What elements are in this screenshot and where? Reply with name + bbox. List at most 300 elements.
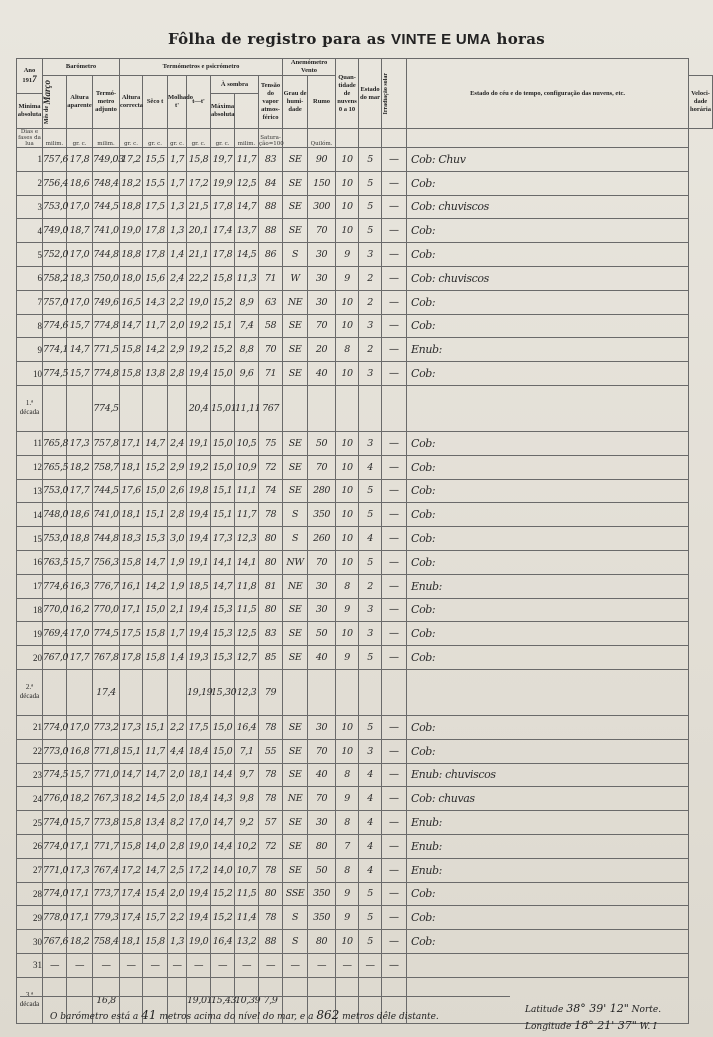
- cell-mx: 15,2: [211, 290, 235, 314]
- cell-mn: 19,4: [187, 906, 211, 930]
- day-number: 2: [17, 171, 43, 195]
- cell-te: 8,9: [235, 290, 259, 314]
- cell-t: 18,8: [67, 527, 93, 551]
- cell-e: 3: [359, 362, 382, 386]
- cell-s: 16,1: [120, 574, 143, 598]
- cell-te: 11,4: [235, 906, 259, 930]
- coordinates: [525, 1001, 661, 1035]
- cell-mn: —: [187, 953, 211, 977]
- cell-df: 2,9: [168, 338, 187, 362]
- cell-te: 11,7: [235, 503, 259, 527]
- cell-i: —: [382, 148, 407, 172]
- cell-s: 17,6: [120, 479, 143, 503]
- cell-v: 50: [308, 622, 336, 646]
- cell-q: 10: [336, 362, 359, 386]
- cell-t: 17,3: [67, 431, 93, 455]
- longitude: Longitude 18° 21' 37" W. I: [525, 1019, 657, 1032]
- cell-g: 88: [259, 930, 283, 954]
- cell-mn: 17,2: [187, 858, 211, 882]
- cell-q: 9: [336, 243, 359, 267]
- cell-mx: 17,8: [211, 195, 235, 219]
- cell-s: 18,1: [120, 455, 143, 479]
- cell-c: 744,8: [93, 527, 120, 551]
- cell-q: 9: [336, 646, 359, 670]
- day-row: [17, 550, 713, 574]
- distance-value: 862: [316, 1008, 340, 1022]
- day-number: 23: [17, 763, 43, 787]
- cell-te: 9,6: [235, 362, 259, 386]
- cell-mx: 14,4: [211, 834, 235, 858]
- cell-s: 16,5: [120, 290, 143, 314]
- day-number: 21: [17, 715, 43, 739]
- cell-g: 55: [259, 739, 283, 763]
- day-number: 3: [17, 195, 43, 219]
- tension-header: Tensão do vapor atmos-férico: [259, 76, 283, 129]
- cell-i: —: [382, 455, 407, 479]
- cell-i: —: [382, 787, 407, 811]
- cell-m: 15,6: [143, 266, 168, 290]
- humidity-header: Grau de humi-dade: [283, 76, 308, 129]
- cell-mn: 21,1: [187, 243, 211, 267]
- cell-t: 17,0: [67, 715, 93, 739]
- cell-mn: 18,5: [187, 574, 211, 598]
- cell-a: 763,5: [43, 550, 67, 574]
- cell-g: 85: [259, 646, 283, 670]
- cell-i: —: [382, 503, 407, 527]
- cell-q: 10: [336, 171, 359, 195]
- cell-df: 1,7: [168, 622, 187, 646]
- cell-v: 80: [308, 930, 336, 954]
- cell-t: 18,3: [67, 266, 93, 290]
- cell-e: 4: [359, 858, 382, 882]
- cell-r: NE: [283, 574, 308, 598]
- cell-q: 10: [336, 739, 359, 763]
- cell-df: 4,4: [168, 739, 187, 763]
- sky-observation: Cob:: [407, 646, 689, 670]
- cell-r: SE: [283, 148, 308, 172]
- decade-empty-cell: [43, 669, 67, 715]
- sky-observation: Cob:: [407, 550, 689, 574]
- cell-s: 15,8: [120, 834, 143, 858]
- cell-e: 5: [359, 479, 382, 503]
- cell-a: 774,1: [43, 338, 67, 362]
- cell-a: 767,6: [43, 930, 67, 954]
- cell-r: S: [283, 906, 308, 930]
- cell-m: 15,3: [143, 527, 168, 551]
- cell-v: 80: [308, 834, 336, 858]
- cell-df: 2,2: [168, 715, 187, 739]
- cell-e: 5: [359, 882, 382, 906]
- cell-mn: 20,1: [187, 219, 211, 243]
- cell-df: 2,5: [168, 858, 187, 882]
- cell-mn: 19,1: [187, 431, 211, 455]
- title-hour: VINTE E UMA: [391, 31, 491, 48]
- decade-empty-cell: [308, 385, 336, 431]
- cell-r: S: [283, 527, 308, 551]
- cell-r: NW: [283, 550, 308, 574]
- cell-e: 5: [359, 148, 382, 172]
- day-row: [17, 338, 713, 362]
- cell-c: —: [93, 953, 120, 977]
- cell-t: 17,0: [67, 243, 93, 267]
- cell-e: 5: [359, 930, 382, 954]
- cell-t: 14,7: [67, 338, 93, 362]
- sky-observation: Enub:: [407, 338, 689, 362]
- cell-df: 2,8: [168, 362, 187, 386]
- cell-te: 9,2: [235, 811, 259, 835]
- cell-v: 30: [308, 574, 336, 598]
- cell-a: 771,0: [43, 858, 67, 882]
- cell-a: 753,0: [43, 527, 67, 551]
- cell-v: 70: [308, 314, 336, 338]
- day-number: 26: [17, 834, 43, 858]
- cell-mn: 19,4: [187, 622, 211, 646]
- cell-g: 80: [259, 598, 283, 622]
- cell-q: 10: [336, 219, 359, 243]
- sky-observation: Cob:: [407, 219, 689, 243]
- cell-g: 88: [259, 195, 283, 219]
- cell-mn: 19,8: [187, 479, 211, 503]
- direction-header: Rumo: [308, 76, 336, 129]
- max-header: Máxima absoluta: [211, 94, 235, 129]
- cell-a: 774,5: [43, 362, 67, 386]
- anemometer-header: Anemómetro Vento: [283, 59, 336, 76]
- cell-te: 12,7: [235, 646, 259, 670]
- cell-i: —: [382, 930, 407, 954]
- cell-m: 17,8: [143, 243, 168, 267]
- molhado-header: Molhado t': [168, 76, 187, 129]
- decade-empty-cell: [143, 669, 168, 715]
- cell-s: 18,8: [120, 195, 143, 219]
- cell-v: 30: [308, 811, 336, 835]
- day-number: 7: [17, 290, 43, 314]
- cell-df: 1,7: [168, 171, 187, 195]
- cell-c: 767,4: [93, 858, 120, 882]
- cell-a: 753,0: [43, 195, 67, 219]
- day-row: [17, 148, 713, 172]
- cell-v: 350: [308, 882, 336, 906]
- decade-summary-row: [17, 669, 713, 715]
- cell-g: 78: [259, 858, 283, 882]
- sky-observation: Cob:: [407, 314, 689, 338]
- cell-m: 14,7: [143, 431, 168, 455]
- cell-v: 30: [308, 598, 336, 622]
- cell-m: 11,7: [143, 314, 168, 338]
- cell-i: —: [382, 243, 407, 267]
- sky-observation: Cob:: [407, 906, 689, 930]
- cell-te: 10,7: [235, 858, 259, 882]
- sky-observation: Cob:: [407, 431, 689, 455]
- alt-correcta-header: Altura correcta: [120, 76, 143, 129]
- cell-mn: 19,3: [187, 646, 211, 670]
- decade-mx: 15,30: [211, 669, 235, 715]
- cell-s: 18,3: [120, 527, 143, 551]
- cell-s: 18,2: [120, 787, 143, 811]
- cell-m: 15,5: [143, 171, 168, 195]
- cell-te: —: [235, 953, 259, 977]
- cell-v: 350: [308, 906, 336, 930]
- cell-te: 12,5: [235, 171, 259, 195]
- cell-s: 18,1: [120, 503, 143, 527]
- cell-df: 1,4: [168, 243, 187, 267]
- cell-i: —: [382, 195, 407, 219]
- day-number: 1: [17, 148, 43, 172]
- cell-a: 774,0: [43, 715, 67, 739]
- cell-m: 14,0: [143, 834, 168, 858]
- cell-a: 748,0: [43, 503, 67, 527]
- sky-observation: Enub:: [407, 858, 689, 882]
- cell-m: 15,0: [143, 598, 168, 622]
- cell-r: SE: [283, 598, 308, 622]
- cell-a: 757,0: [43, 290, 67, 314]
- cell-e: 5: [359, 195, 382, 219]
- cell-i: —: [382, 834, 407, 858]
- cell-a: 749,0: [43, 219, 67, 243]
- day-number: 6: [17, 266, 43, 290]
- day-row: [17, 834, 713, 858]
- decade-empty-cell: [407, 669, 689, 715]
- term-adjunto-header: Termó-metro adjunto: [93, 76, 120, 129]
- cell-v: 40: [308, 763, 336, 787]
- cell-i: —: [382, 550, 407, 574]
- cell-i: —: [382, 574, 407, 598]
- cell-c: 750,0: [93, 266, 120, 290]
- cell-mn: 18,1: [187, 763, 211, 787]
- cell-e: 4: [359, 834, 382, 858]
- cell-df: 2,0: [168, 314, 187, 338]
- cell-g: 71: [259, 362, 283, 386]
- day-row: [17, 763, 713, 787]
- cell-te: 9,8: [235, 787, 259, 811]
- cell-t: 18,6: [67, 503, 93, 527]
- day-number: 5: [17, 243, 43, 267]
- cell-q: —: [336, 953, 359, 977]
- day-row: [17, 219, 713, 243]
- cell-q: 9: [336, 598, 359, 622]
- cell-i: —: [382, 290, 407, 314]
- cell-m: 15,7: [143, 906, 168, 930]
- cell-df: 2,0: [168, 882, 187, 906]
- cell-e: 2: [359, 266, 382, 290]
- day-row: [17, 906, 713, 930]
- cell-q: 8: [336, 574, 359, 598]
- decade-empty-cell: [283, 669, 308, 715]
- cell-mx: 15,0: [211, 431, 235, 455]
- cell-c: 774,5: [93, 622, 120, 646]
- decade-g: 767: [259, 385, 283, 431]
- cell-a: 774,0: [43, 882, 67, 906]
- cell-te: 10,5: [235, 431, 259, 455]
- day-row: [17, 811, 713, 835]
- seco-header: Sêco t: [143, 76, 168, 129]
- cell-a: 757,6: [43, 148, 67, 172]
- decade-c: 17,4: [93, 669, 120, 715]
- cell-m: 14,7: [143, 763, 168, 787]
- cell-df: 2,9: [168, 455, 187, 479]
- day-number: 17: [17, 574, 43, 598]
- day-number: 8: [17, 314, 43, 338]
- cell-mx: 15,2: [211, 338, 235, 362]
- cell-g: 63: [259, 290, 283, 314]
- cell-s: 17,4: [120, 882, 143, 906]
- cell-m: 14,3: [143, 290, 168, 314]
- cell-e: 5: [359, 503, 382, 527]
- cell-a: 765,8: [43, 431, 67, 455]
- cell-i: —: [382, 906, 407, 930]
- cell-a: 774,5: [43, 763, 67, 787]
- cell-s: 17,5: [120, 622, 143, 646]
- cell-mn: 19,2: [187, 455, 211, 479]
- cell-te: 11,5: [235, 598, 259, 622]
- cell-v: 90: [308, 148, 336, 172]
- cell-r: SE: [283, 338, 308, 362]
- cell-g: 81: [259, 574, 283, 598]
- cell-r: SE: [283, 811, 308, 835]
- latitude: Latitude 38° 39' 12" Norte.: [525, 1002, 662, 1015]
- cell-q: 10: [336, 314, 359, 338]
- day-row: [17, 953, 713, 977]
- day-number: 31: [17, 953, 43, 977]
- day-row: [17, 362, 713, 386]
- cell-r: W: [283, 266, 308, 290]
- day-number: 28: [17, 882, 43, 906]
- cell-m: 14,2: [143, 338, 168, 362]
- cell-c: 767,3: [93, 787, 120, 811]
- cell-g: 70: [259, 338, 283, 362]
- cell-e: 4: [359, 455, 382, 479]
- cell-t: 15,7: [67, 763, 93, 787]
- cell-r: NE: [283, 290, 308, 314]
- decade-mn: 20,4: [187, 385, 211, 431]
- decade-empty-cell: [67, 669, 93, 715]
- cell-te: 14,7: [235, 195, 259, 219]
- cell-te: 7,1: [235, 739, 259, 763]
- cell-a: 752,0: [43, 243, 67, 267]
- cell-te: 8,8: [235, 338, 259, 362]
- cell-te: 11,3: [235, 266, 259, 290]
- day-row: [17, 431, 713, 455]
- cell-te: 12,3: [235, 527, 259, 551]
- decade-empty-cell: [120, 385, 143, 431]
- cell-c: 757,8: [93, 431, 120, 455]
- cell-q: 10: [336, 527, 359, 551]
- cell-mn: 19,4: [187, 598, 211, 622]
- cell-i: —: [382, 338, 407, 362]
- sky-observation: [407, 953, 689, 977]
- cell-e: 5: [359, 646, 382, 670]
- footer-rule: [20, 996, 510, 997]
- cell-te: 12,5: [235, 622, 259, 646]
- decade-mx: 15,43: [211, 977, 235, 1023]
- cell-e: 3: [359, 739, 382, 763]
- cell-v: 30: [308, 715, 336, 739]
- cell-t: 15,7: [67, 314, 93, 338]
- cell-i: —: [382, 882, 407, 906]
- cell-m: —: [143, 953, 168, 977]
- clouds-header: Quan-tidade de nuvens 0 a 10: [336, 59, 359, 129]
- cell-m: 15,8: [143, 930, 168, 954]
- cell-i: —: [382, 219, 407, 243]
- cell-a: 770,0: [43, 598, 67, 622]
- cell-g: 75: [259, 431, 283, 455]
- cell-mn: 19,4: [187, 527, 211, 551]
- cell-mn: 21,5: [187, 195, 211, 219]
- cell-mn: 17,0: [187, 811, 211, 835]
- cell-mx: 14,7: [211, 811, 235, 835]
- cell-mx: 16,4: [211, 930, 235, 954]
- cell-v: 280: [308, 479, 336, 503]
- cell-a: 776,0: [43, 787, 67, 811]
- cell-r: SE: [283, 171, 308, 195]
- cell-q: 8: [336, 338, 359, 362]
- cell-mx: 14,0: [211, 858, 235, 882]
- cell-m: 15,5: [143, 148, 168, 172]
- day-row: [17, 171, 713, 195]
- cell-i: —: [382, 362, 407, 386]
- decade-te: 11,11: [235, 385, 259, 431]
- day-number: 18: [17, 598, 43, 622]
- decade-empty-cell: [407, 385, 689, 431]
- cell-s: 17,1: [120, 431, 143, 455]
- decade-mn: 19,19: [187, 669, 211, 715]
- cell-df: 8,2: [168, 811, 187, 835]
- cell-df: 2,0: [168, 787, 187, 811]
- cell-v: 50: [308, 431, 336, 455]
- cell-df: 1,9: [168, 574, 187, 598]
- cell-mx: 15,2: [211, 906, 235, 930]
- cell-t: 18,2: [67, 455, 93, 479]
- day-row: [17, 266, 713, 290]
- cell-mx: 15,0: [211, 715, 235, 739]
- cell-m: 15,2: [143, 455, 168, 479]
- cell-c: 744,8: [93, 243, 120, 267]
- cell-q: 9: [336, 906, 359, 930]
- cell-s: 14,7: [120, 763, 143, 787]
- cell-g: 88: [259, 219, 283, 243]
- cell-df: 2,4: [168, 431, 187, 455]
- cell-mx: 14,3: [211, 787, 235, 811]
- cell-df: 2,2: [168, 290, 187, 314]
- cell-c: 774,8: [93, 362, 120, 386]
- cell-q: 10: [336, 148, 359, 172]
- decade-label: 2.ª década: [17, 669, 43, 715]
- cell-e: —: [359, 953, 382, 977]
- title-suffix: horas: [496, 30, 546, 48]
- cell-s: 15,8: [120, 338, 143, 362]
- cell-t: 18,6: [67, 171, 93, 195]
- cell-s: 17,3: [120, 715, 143, 739]
- units-row: Dias e fases da lua milim. gr. c. milim. gr. c. gr. c. gr. c. gr. c. gr. c. milim. Satura-ção=100 Quilóm.: [17, 129, 713, 148]
- cell-m: 17,8: [143, 219, 168, 243]
- cell-i: —: [382, 171, 407, 195]
- cell-e: 3: [359, 598, 382, 622]
- sky-observation: Cob:: [407, 503, 689, 527]
- cell-a: 778,0: [43, 906, 67, 930]
- cell-r: —: [283, 953, 308, 977]
- decade-empty-cell: [143, 385, 168, 431]
- cell-t: 17,0: [67, 622, 93, 646]
- cell-te: 13,2: [235, 930, 259, 954]
- cell-a: 758,2: [43, 266, 67, 290]
- altitude-value: 41: [141, 1008, 157, 1022]
- cell-i: —: [382, 431, 407, 455]
- sky-observation: Cob: chuvas: [407, 787, 689, 811]
- day-row: [17, 479, 713, 503]
- cell-r: S: [283, 503, 308, 527]
- cell-c: 773,2: [93, 715, 120, 739]
- cell-s: 15,1: [120, 739, 143, 763]
- cell-mn: 19,0: [187, 834, 211, 858]
